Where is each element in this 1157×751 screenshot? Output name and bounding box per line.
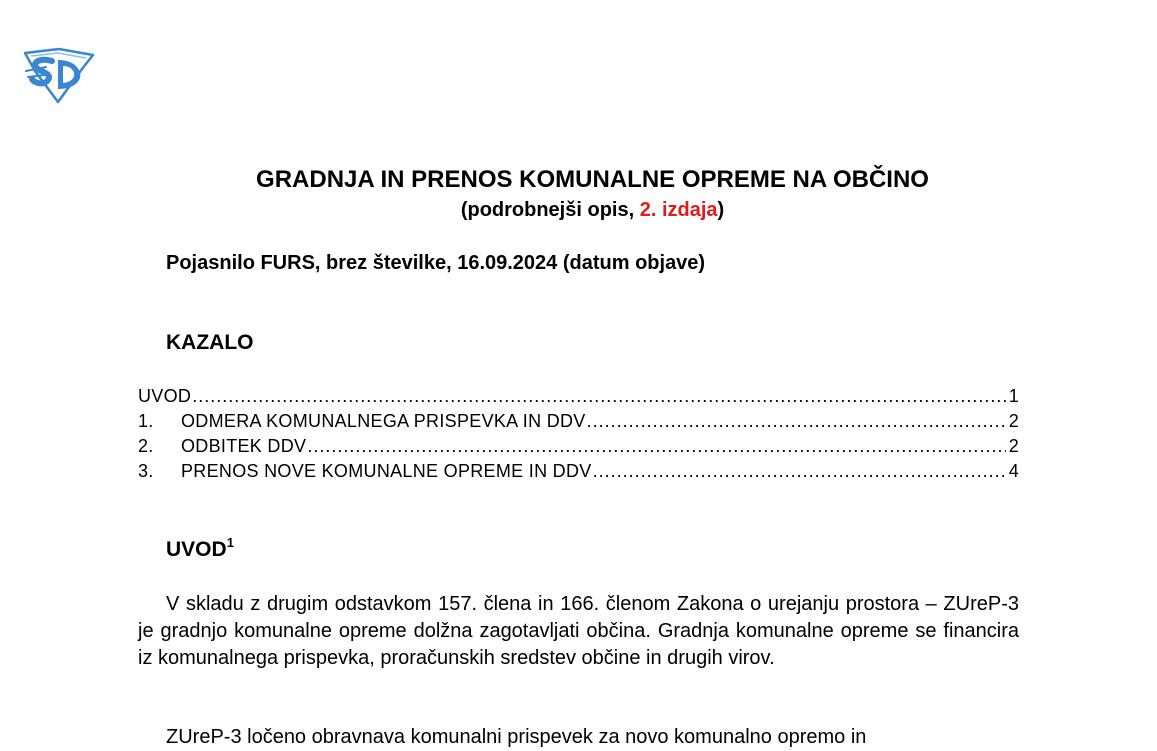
document-title: GRADNJA IN PRENOS KOMUNALNE OPREME NA OBČINO <box>256 166 929 193</box>
document-subtitle <box>0 197 1157 223</box>
intro-paragraph-1: V skladu z drugim odstavkom 157. člena in 166. členom Zakona o urejanju prostora – ZUreP-3 je gradnjo komunalne opreme dolžna zagotavljati občina. Gradnja komunalne opreme se financira iz komunalnega prispevka, proračunskih sredstev občine in drugih virov. <box>138 593 1019 669</box>
toc-entry-page: 4 <box>1008 461 1019 481</box>
document-meta-line: Pojasnilo FURS, brez številke, 16.09.2024 (datum objave) <box>166 252 706 274</box>
subtitle-prefix: (podrobnejši opis, <box>460 199 640 221</box>
subtitle-suffix: ) <box>717 199 725 221</box>
table-of-contents <box>138 384 1019 484</box>
toc-heading: KAZALO <box>166 331 254 354</box>
intro-paragraph-2: ZUreP-3 ločeno obravnava komunalni prispevek za novo komunalno opremo in <box>166 726 867 748</box>
shield-sd-logo-icon <box>22 47 96 105</box>
toc-dot-leader <box>587 409 1006 434</box>
intro-heading <box>166 537 234 563</box>
toc-dot-leader <box>307 434 1005 459</box>
toc-entry-uvod[interactable] <box>138 384 1019 409</box>
toc-entry-text: UVOD <box>138 386 192 406</box>
toc-dot-leader <box>192 384 1005 409</box>
toc-entry-number: 2. <box>138 436 154 456</box>
toc-entry-2[interactable] <box>138 434 1019 459</box>
toc-entry-number: 1. <box>138 411 154 431</box>
toc-entry-page: 2 <box>1008 436 1019 456</box>
toc-entry-number: 3. <box>138 461 154 481</box>
footnote-mark[interactable]: 1 <box>226 535 234 550</box>
toc-entry-1[interactable] <box>138 409 1019 434</box>
intro-heading-text: UVOD <box>166 538 227 561</box>
toc-entry-page: 1 <box>1008 386 1019 406</box>
toc-entry-page: 2 <box>1008 411 1019 431</box>
toc-dot-leader <box>593 459 1006 484</box>
toc-entry-text: PRENOS NOVE KOMUNALNE OPREME IN DDV <box>181 461 592 481</box>
toc-entry-text: ODMERA KOMUNALNEGA PRISPEVKA IN DDV <box>181 411 586 431</box>
toc-entry-3[interactable] <box>138 459 1019 484</box>
toc-entry-text: ODBITEK DDV <box>181 436 307 456</box>
edition-highlight: 2. izdaja <box>639 199 718 221</box>
